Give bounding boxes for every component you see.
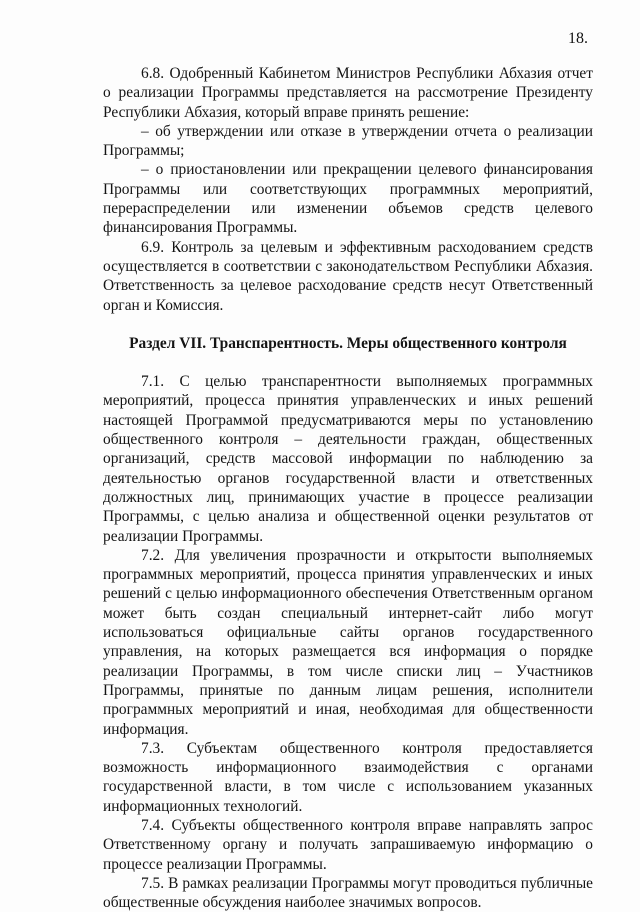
paragraph-7-5: 7.5. В рамках реализации Программы могут проводиться публичные общественные обсуждения наиболее значимых вопросов. xyxy=(103,874,593,912)
paragraph-7-1: 7.1. С целью транспарентности выполняемых программных мероприятий, процесса принятия управленческих и иных решений настоящей Программой предусматриваются меры по установлению общественного контроля – деятельности граждан, общественных организаций, средств массовой информации по наблюдению за деятельностью органов государственной власти и ответственных должностных лиц, принимающих участие в процессе реализации Программы, с целью анализа и общественной оценки результатов от реализации Программы. xyxy=(103,373,593,545)
paragraph-7-3: 7.3. Субъектам общественного контроля предоставляется возможность информационного взаимодействия с органами государственной власти, в том числе с использованием указанных информационных технологий. xyxy=(103,739,593,815)
paragraph-6-8-option-suspend: – о приостановлении или прекращении целевого финансирования Программы или соответствующих программных мероприятий, перераспределении или изменении объемов средств целевого финансирования Программы. xyxy=(103,161,593,237)
document-body xyxy=(103,64,593,912)
section-spacer xyxy=(103,315,593,334)
page-number: 18. xyxy=(568,30,588,47)
paragraph-6-8-option-approve: – об утверждении или отказе в утверждении отчета о реализации Программы; xyxy=(103,122,593,160)
paragraph-7-2: 7.2. Для увеличения прозрачности и открытости выполняемых программных мероприятий, процесса принятия управленческих и иных решений с целью информационного обеспечения Ответственным органом может быть создан специальный интернет-сайт либо могут использоваться официальные сайты органов государственного управления, на которых размещается вся информация о порядке реализации Программы, в том числе списки лиц – Участников Программы, принятые по данным лицам решения, исполнители программных мероприятий и иная, необходимая для общественности информация. xyxy=(103,546,593,738)
paragraph-6-9: 6.9. Контроль за целевым и эффективным расходованием средств осуществляется в соответствии с законодательством Республики Абхазия. Ответственность за целевое расходование средств несут Ответственный орган и Комиссия. xyxy=(103,238,593,314)
section-spacer xyxy=(103,353,593,372)
section-heading: Раздел VII. Транспарентность. Меры общественного контроля xyxy=(129,334,567,352)
paragraph-6-8: 6.8. Одобренный Кабинетом Министров Республики Абхазия отчет о реализации Программы представляется на рассмотрение Президенту Республики Абхазия, который вправе принять решение: xyxy=(103,65,593,121)
paragraph-7-4: 7.4. Субъекты общественного контроля вправе направлять запрос Ответственному органу и получать запрашиваемую информацию о процессе реализации Программы. xyxy=(103,816,593,873)
